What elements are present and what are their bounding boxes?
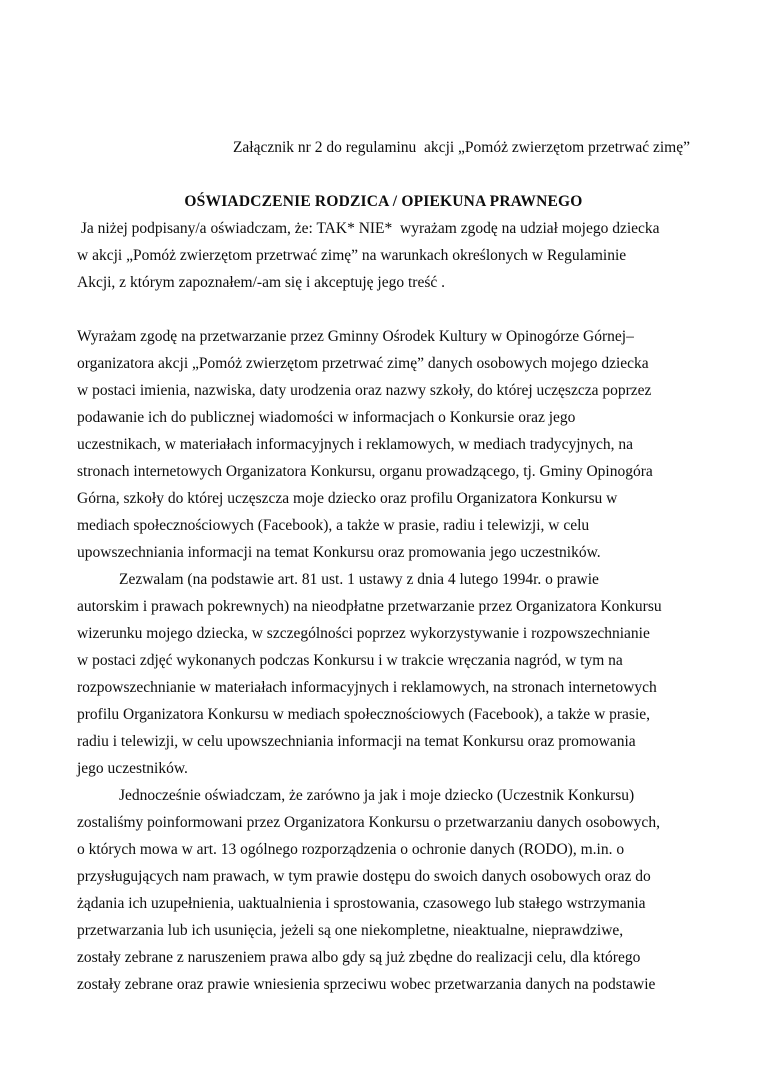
text-line-rodo-information-6: przetwarzania lub ich usunięcia, jeżeli są one niekompletne, nieaktualne, nieprawdziwe, <box>77 922 624 939</box>
attachment-note: Załącznik nr 2 do regulaminu akcji „Pomóż zwierzętom przetrwać zimę” <box>232 139 690 156</box>
text-line-consent-data-processing-1: Wyrażam zgodę na przetwarzanie przez Gminny Ośrodek Kultury w Opinogórze Górnej– <box>77 328 634 345</box>
text-line-consent-participation-3: Akcji, z którym zapoznałem/-am się i akceptuję jego treść . <box>77 274 445 291</box>
text-line-consent-image-use-6: profilu Organizatora Konkursu w mediach społecznościowych (Facebook), a także w prasie, <box>77 706 651 723</box>
text-line-consent-image-use-8: jego uczestników. <box>77 760 188 777</box>
document-body <box>77 215 690 998</box>
text-line-rodo-information-1: Jednocześnie oświadczam, że zarówno ja jak i moje dziecko (Uczestnik Konkursu) <box>119 787 635 804</box>
text-line-consent-image-use-1: Zezwalam (na podstawie art. 81 ust. 1 ustawy z dnia 4 lutego 1994r. o prawie <box>119 571 599 588</box>
text-line-consent-participation-1: Ja niżej podpisany/a oświadczam, że: TAK* NIE* wyrażam zgodę na udział mojego dziecka <box>77 220 660 237</box>
blank-line <box>77 296 690 323</box>
text-line-consent-data-processing-5: uczestnikach, w materiałach informacyjnych i reklamowych, w mediach tradycyjnych, na <box>77 436 634 453</box>
text-line-consent-image-use-7: radiu i telewizji, w celu upowszechniania informacji na temat Konkursu oraz promowania <box>77 733 636 750</box>
text-line-rodo-information-7: zostały zebrane z naruszeniem prawa albo gdy są już zbędne do realizacji celu, dla którego <box>77 949 641 966</box>
text-line-consent-image-use-2: autorskim i prawach pokrewnych) na nieodpłatne przetwarzanie przez Organizatora Konkursu <box>77 598 662 615</box>
text-line-consent-image-use-3: wizerunku mojego dziecka, w szczególności poprzez wykorzystywanie i rozpowszechnianie <box>77 625 650 642</box>
text-line-consent-data-processing-4: podawanie ich do publicznej wiadomości w informacjach o Konkursie oraz jego <box>77 409 576 426</box>
text-line-consent-data-processing-2: organizatora akcji „Pomóż zwierzętom przetrwać zimę” danych osobowych mojego dziecka <box>77 355 649 372</box>
text-line-consent-data-processing-7: Górna, szkoły do której uczęszcza moje dziecko oraz profilu Organizatora Konkursu w <box>77 490 618 507</box>
document-title: OŚWIADCZENIE RODZICA / OPIEKUNA PRAWNEGO <box>184 193 583 210</box>
text-line-consent-data-processing-8: mediach społecznościowych (Facebook), a także w prasie, radiu i telewizji, w celu <box>77 517 590 534</box>
text-line-rodo-information-4: przysługujących nam prawach, w tym prawie dostępu do swoich danych osobowych oraz do <box>77 868 651 885</box>
text-line-rodo-information-8: zostały zebrane oraz prawie wniesienia sprzeciwu wobec przetwarzania danych na podstawie <box>77 976 656 993</box>
text-line-consent-image-use-5: rozpowszechnianie w materiałach informacyjnych i reklamowych, na stronach internetowych <box>77 679 657 696</box>
text-line-rodo-information-3: o których mowa w art. 13 ogólnego rozporządzenia o ochronie danych (RODO), m.in. o <box>77 841 625 858</box>
text-line-consent-data-processing-9: upowszechniania informacji na temat Konkursu oraz promowania jego uczestników. <box>77 544 601 561</box>
text-line-consent-image-use-4: w postaci zdjęć wykonanych podczas Konkursu i w trakcie wręczania nagród, w tym na <box>77 652 623 669</box>
text-line-rodo-information-2: zostaliśmy poinformowani przez Organizatora Konkursu o przetwarzaniu danych osobowych, <box>77 814 660 831</box>
text-line-consent-data-processing-3: w postaci imienia, nazwiska, daty urodzenia oraz nazwy szkoły, do której uczęszcza poprzez <box>77 382 652 399</box>
text-line-consent-data-processing-6: stronach internetowych Organizatora Konkursu, organu prowadzącego, tj. Gminy Opinogóra <box>77 463 653 480</box>
text-line-consent-participation-2: w akcji „Pomóż zwierzętom przetrwać zimę” na warunkach określonych w Regulaminie <box>77 247 627 264</box>
blank-line <box>77 161 690 188</box>
text-line-rodo-information-5: żądania ich uzupełnienia, uaktualnienia i sprostowania, czasowego lub stałego wstrzymania <box>77 895 646 912</box>
